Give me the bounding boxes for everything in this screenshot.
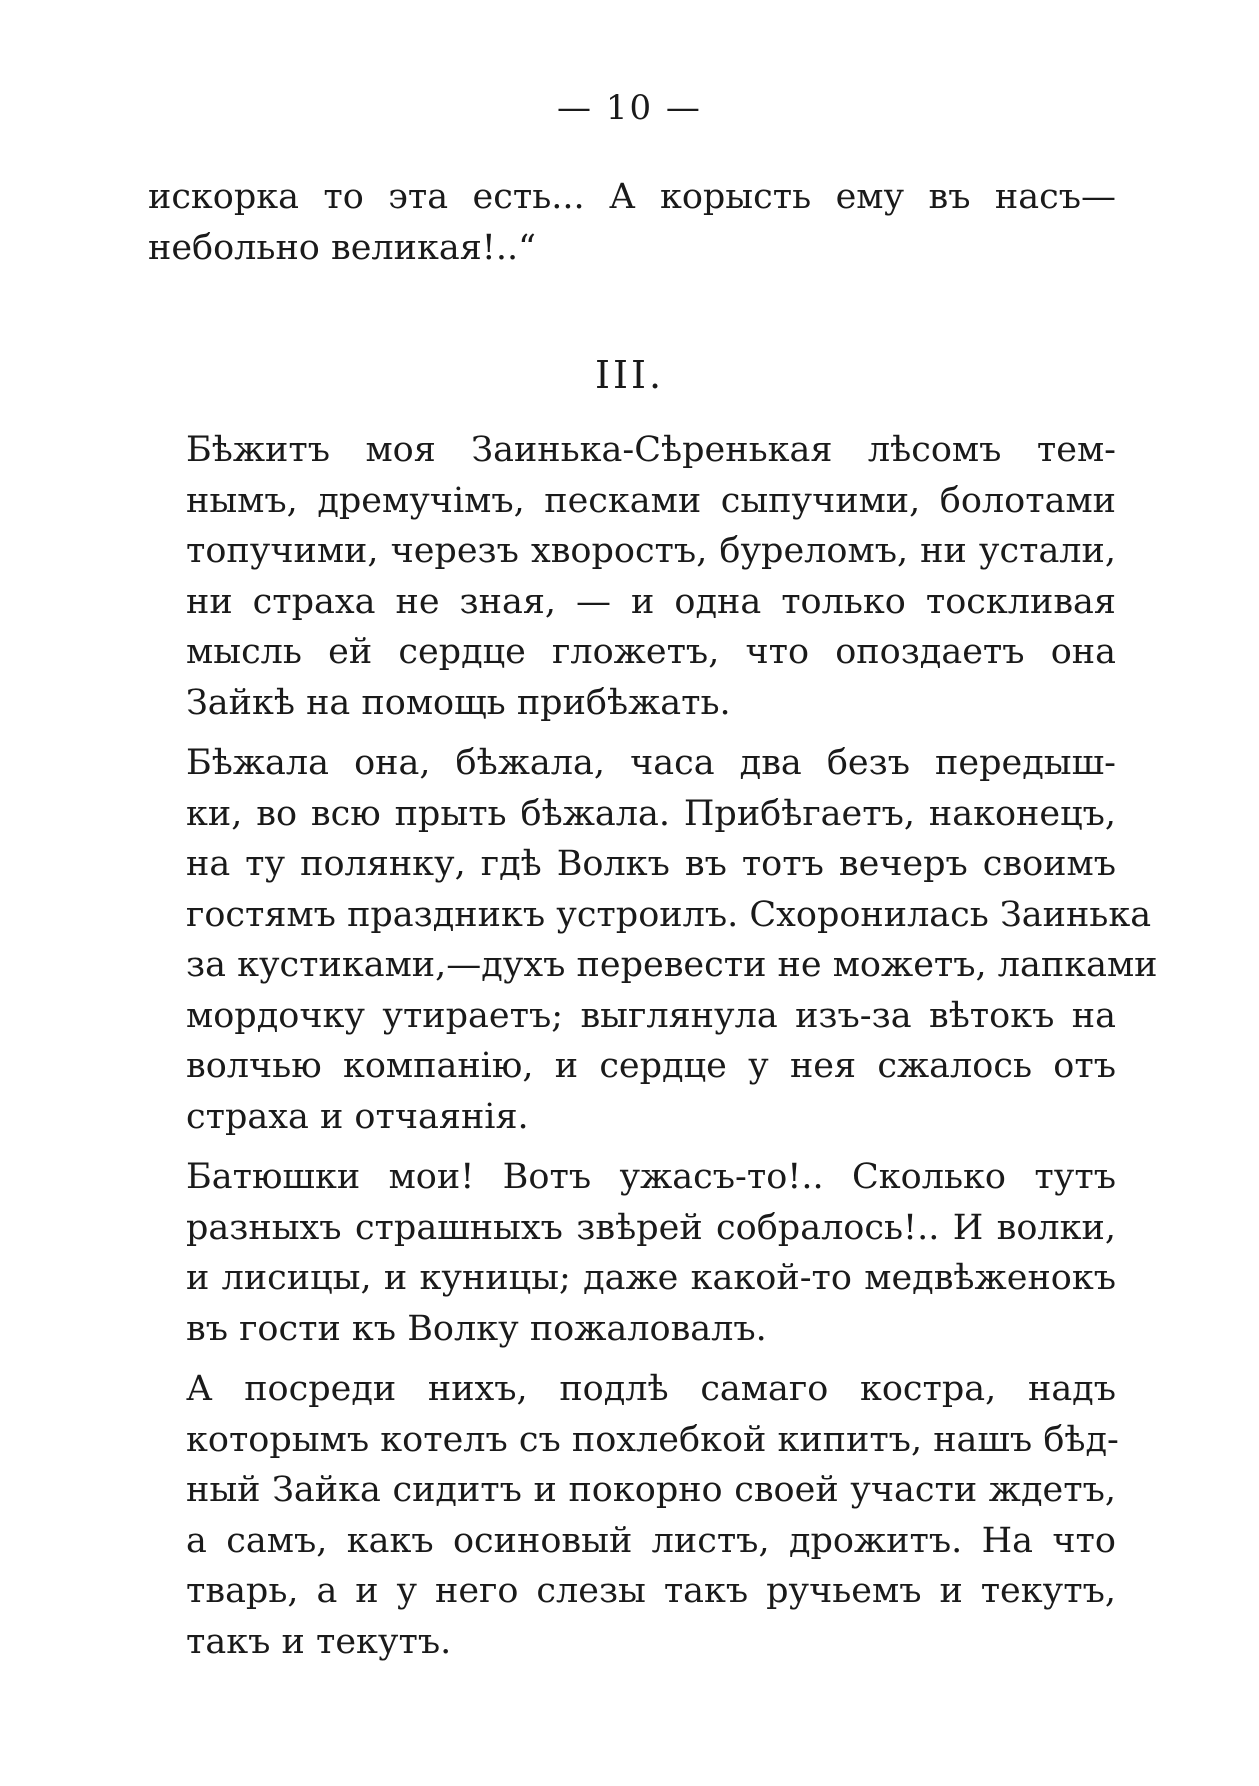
text-line: А посреди нихъ, подлѣ самаго костра, надъ: [186, 1369, 1116, 1409]
text-line: нымъ, дремучімъ, песками сыпучими, болотами: [186, 480, 1116, 521]
text-line: ки, во всю прыть бѣжала. Прибѣгаетъ, наконецъ,: [186, 793, 1116, 834]
text-line: волчью компанію, и сердце у нея сжалось отъ: [186, 1046, 1116, 1086]
text-line: разныхъ страшныхъ звѣрей собралось!.. И волки,: [186, 1207, 1116, 1248]
text-line: и лисицы, и куницы; даже какой-то медвѣженокъ: [186, 1258, 1116, 1298]
text-line: Бѣжала она, бѣжала, часа два безъ передыш-: [186, 743, 1116, 783]
text-line: Зайкѣ на помощь прибѣжать.: [186, 682, 731, 723]
text-line: Бѣжитъ моя Заинька-Сѣренькая лѣсомъ тем-: [186, 430, 1116, 470]
text-line: искорка то эта есть... А корысть ему въ насъ—: [148, 177, 1116, 217]
text-line: ный Зайка сидитъ и покорно своей участи ждетъ,: [186, 1470, 1116, 1510]
chapter-body: [148, 425, 1158, 1677]
text-line: такъ и текутъ.: [186, 1621, 452, 1662]
continued-paragraph: [148, 172, 1116, 273]
paragraph: [148, 1152, 1116, 1354]
text-line: которымъ котелъ съ похлебкой кипитъ, нашъ бѣд-: [186, 1419, 1119, 1460]
text-line: на ту полянку, гдѣ Волкъ въ тотъ вечеръ своимъ: [186, 844, 1116, 884]
text-line: Батюшки мои! Вотъ ужасъ-то!.. Сколько тутъ: [186, 1157, 1116, 1197]
text-line: гостямъ праздникъ устроилъ. Схоронилась Заинька: [186, 894, 1152, 935]
text-line: за кустиками,—духъ перевести не можетъ, лапками: [186, 945, 1158, 985]
paragraph: [148, 738, 1158, 1142]
text-line: топучими, черезъ хворостъ, буреломъ, ни устали,: [186, 531, 1116, 571]
chapter-heading: III.: [594, 353, 665, 397]
text-line: тварь, а и у него слезы такъ ручьемъ и текутъ,: [186, 1571, 1116, 1611]
text-line: въ гости къ Волку пожаловалъ.: [186, 1308, 767, 1349]
paragraph: [148, 425, 1116, 728]
text-line: мысль ей сердце гложетъ, что опоздаетъ она: [186, 632, 1116, 672]
page-number: — 10 —: [557, 88, 702, 128]
text-line: страха и отчаянія.: [186, 1096, 529, 1137]
text-line: небольно великая!..“: [148, 227, 537, 268]
paragraph: [148, 1364, 1119, 1667]
text-line: а самъ, какъ осиновый листъ, дрожитъ. На что: [186, 1520, 1116, 1561]
text-line: мордочку утираетъ; выглянула изъ-за вѣтокъ на: [186, 995, 1116, 1036]
text-line: ни страха не зная, — и одна только тоскливая: [186, 581, 1116, 622]
